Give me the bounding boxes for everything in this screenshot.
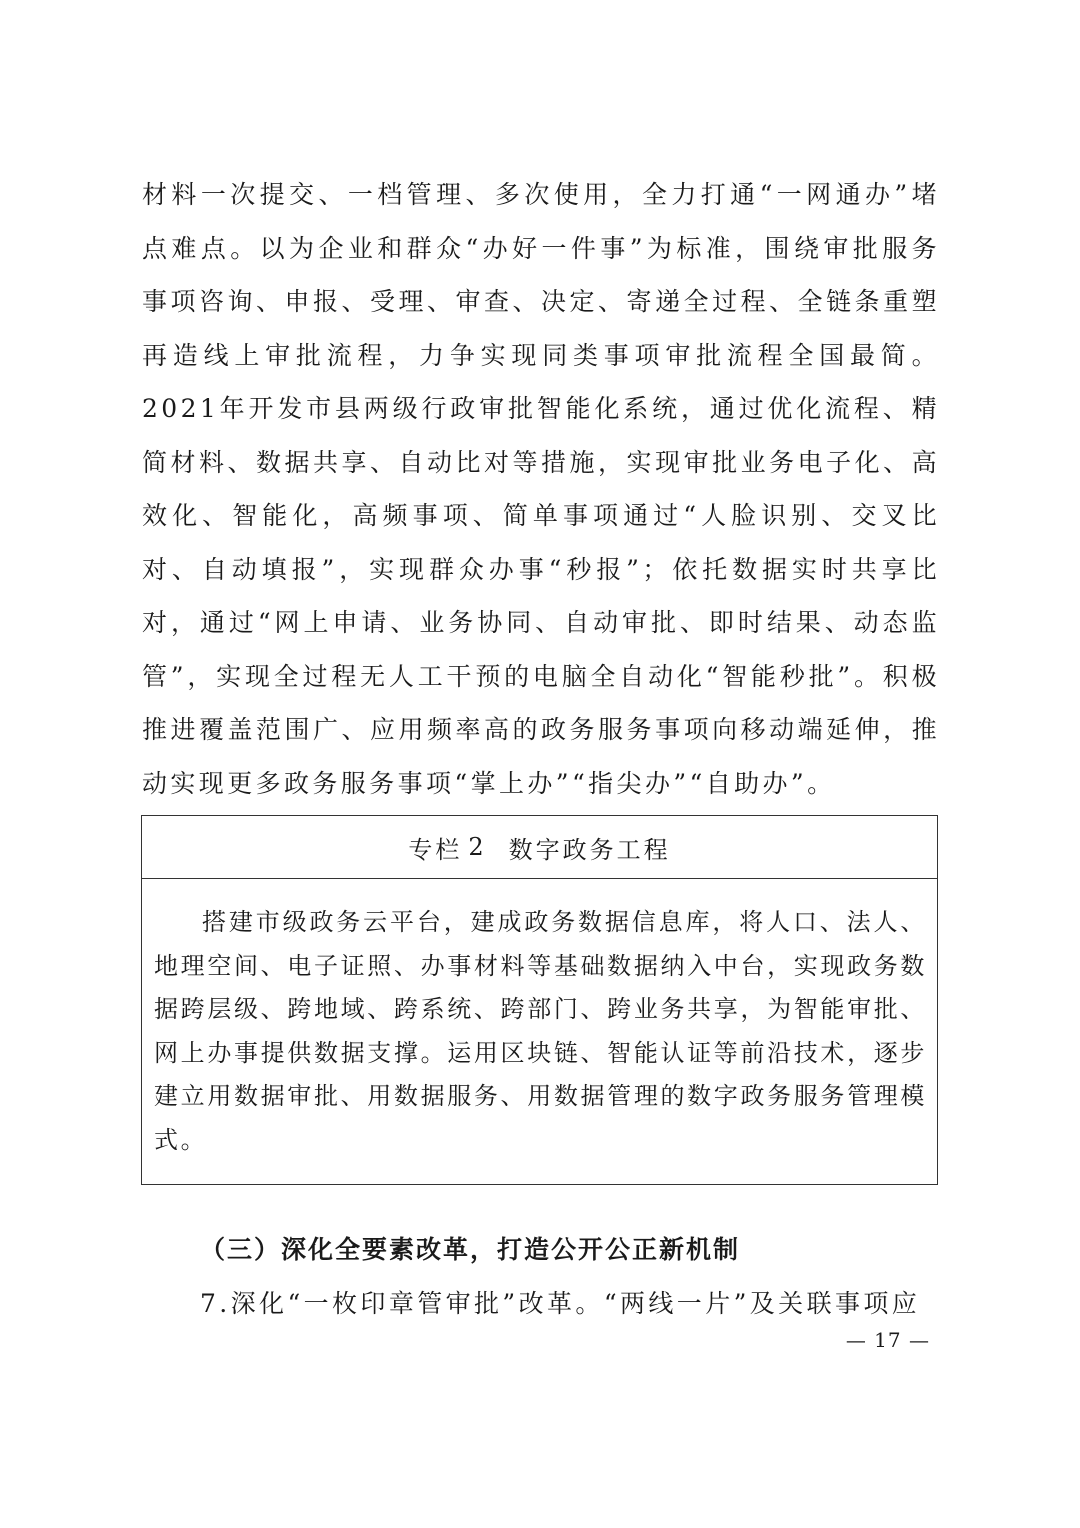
column-box-title-number: 2 [468,833,487,861]
column-box-title [142,816,937,879]
column-box-title-prefix: 专栏 [408,835,463,864]
section-heading: （三）深化全要素改革，打造公开公正新机制 [200,1235,741,1264]
body-paragraph: 材料一次提交、一档管理、多次使用，全力打通“一网通办”堵点难点。以为企业和群众“办好一件事”为标准，围绕审批服务事项咨询、申报、受理、审查、决定、寄递全过程、全链条重塑再造线上审批流程，力争实现同类事项审批流程全国最简。2021年开发市县两级行政审批智能化系统，通过优化流程、精简材料、数据共享、自动比对等措施，实现审批业务电子化、高效化、智能化，高频事项、简单事项通过“人脸识别、交叉比对、自动填报”，实现群众办事“秒报”；依托数据实时共享比对，通过“网上申请、业务协同、自动审批、即时结果、动态监管”，实现全过程无人工干预的电脑全自动化“智能秒批”。积极推进覆盖范围广、应用频率高的政务服务事项向移动端延伸，推动实现更多政务服务事项“掌上办”“指尖办”“自助办”。 [142,180,940,798]
page-number: — 17 — [845,1328,930,1352]
column-box-content: 搭建市级政务云平台，建成政务数据信息库，将人口、法人、地理空间、电子证照、办事材料等基础数据纳入中台，实现政务数据跨层级、跨地域、跨系统、跨部门、跨业务共享，为智能审批、网上办事提供数据支撑。运用区块链、智能认证等前沿技术，逐步建立用数据审批、用数据服务、用数据管理的数字政务服务管理模式。 [154,908,927,1154]
item-7-paragraph: 7.深化“一枚印章管审批”改革。“两线一片”及关联事项应 [200,1289,921,1318]
column-box-title-text: 数字政务工程 [508,835,671,864]
column-box [141,815,938,1185]
